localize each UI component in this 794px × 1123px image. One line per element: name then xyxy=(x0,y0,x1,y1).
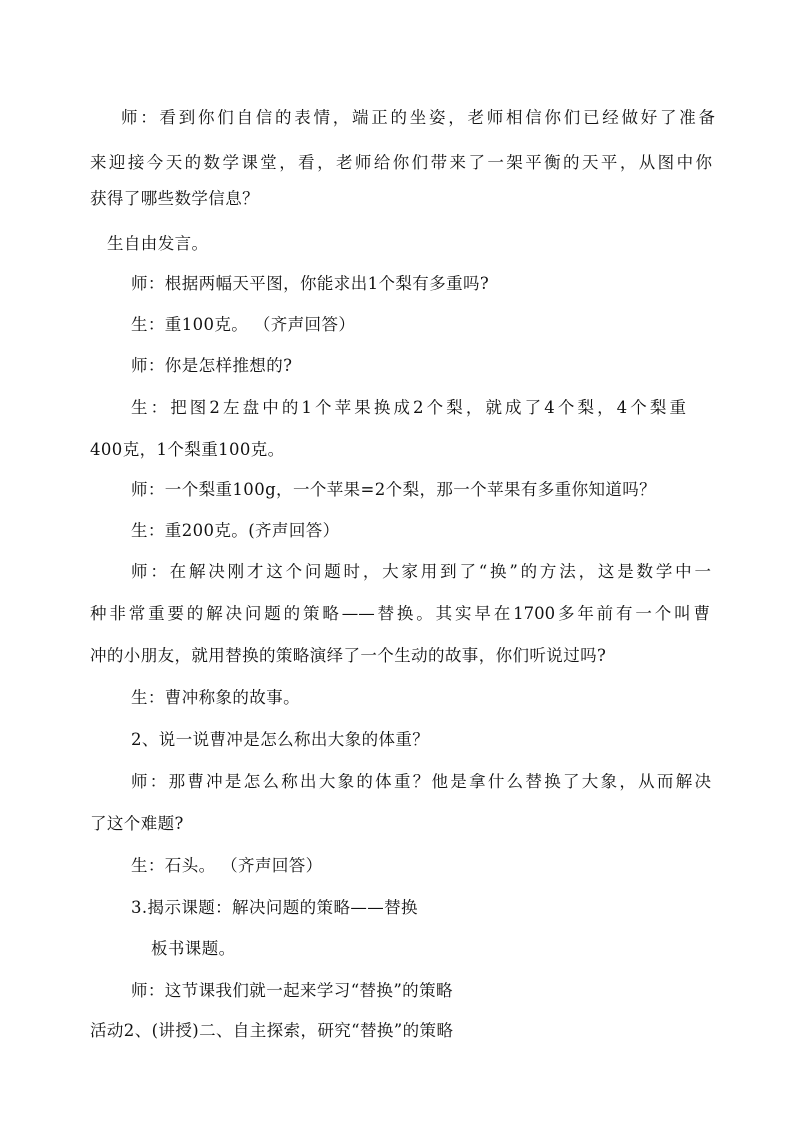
text-line: 获得了哪些数学信息？ xyxy=(90,189,259,208)
text-line: 3.揭示课题：解决问题的策略——替换 xyxy=(131,898,418,917)
text-line: 生：石头。 （齐声回答） xyxy=(131,856,323,875)
text-line: 师：你是怎样推想的? xyxy=(131,356,293,375)
text-line: 活动2、(讲授)二、自主探索，研究“替换”的策略 xyxy=(90,1021,454,1040)
text-line: 2、说一说曹冲是怎么称出大象的体重？ xyxy=(131,730,430,749)
text-line: 师：根据两幅天平图，你能求出1个梨有多重吗? xyxy=(131,274,490,293)
text-line: 生：重200克。(齐声回答） xyxy=(131,521,340,540)
text-line: 400克，1个梨重100克。 xyxy=(90,440,285,459)
text-line: 板书课题。 xyxy=(151,939,236,958)
text-line: 种非常重要的解决问题的策略——替换。其实早在1700多年前有一个叫曹 xyxy=(90,604,710,623)
text-line: 师：那曹冲是怎么称出大象的体重？他是拿什么替换了大象，从而解决 xyxy=(131,772,711,791)
text-line: 生：重100克。 （齐声回答） xyxy=(131,315,356,334)
text-line: 师：在解决刚才这个问题时，大家用到了“换”的方法，这是数学中一 xyxy=(131,562,711,581)
text-line: 冲的小朋友，就用替换的策略演绎了一个生动的故事，你们听说过吗? xyxy=(90,646,607,665)
text-line: 师：看到你们自信的表情，端正的坐姿，老师相信你们已经做好了准备 xyxy=(121,108,715,127)
text-line: 生：把图2左盘中的1个苹果换成2个梨，就成了4个梨，4个梨重 xyxy=(131,398,686,417)
text-line: 了这个难题? xyxy=(90,814,184,833)
text-line: 师：一个梨重100g，一个苹果=2个梨，那一个苹果有多重你知道吗？ xyxy=(131,480,657,499)
text-line: 师：这节课我们就一起来学习“替换”的策略 xyxy=(131,981,453,1000)
text-line: 生自由发言。 xyxy=(107,234,209,253)
text-line: 生：曹冲称象的故事。 xyxy=(131,688,300,707)
text-line: 来迎接今天的数学课堂，看，老师给你们带来了一架平衡的天平，从图中你 xyxy=(90,153,712,172)
